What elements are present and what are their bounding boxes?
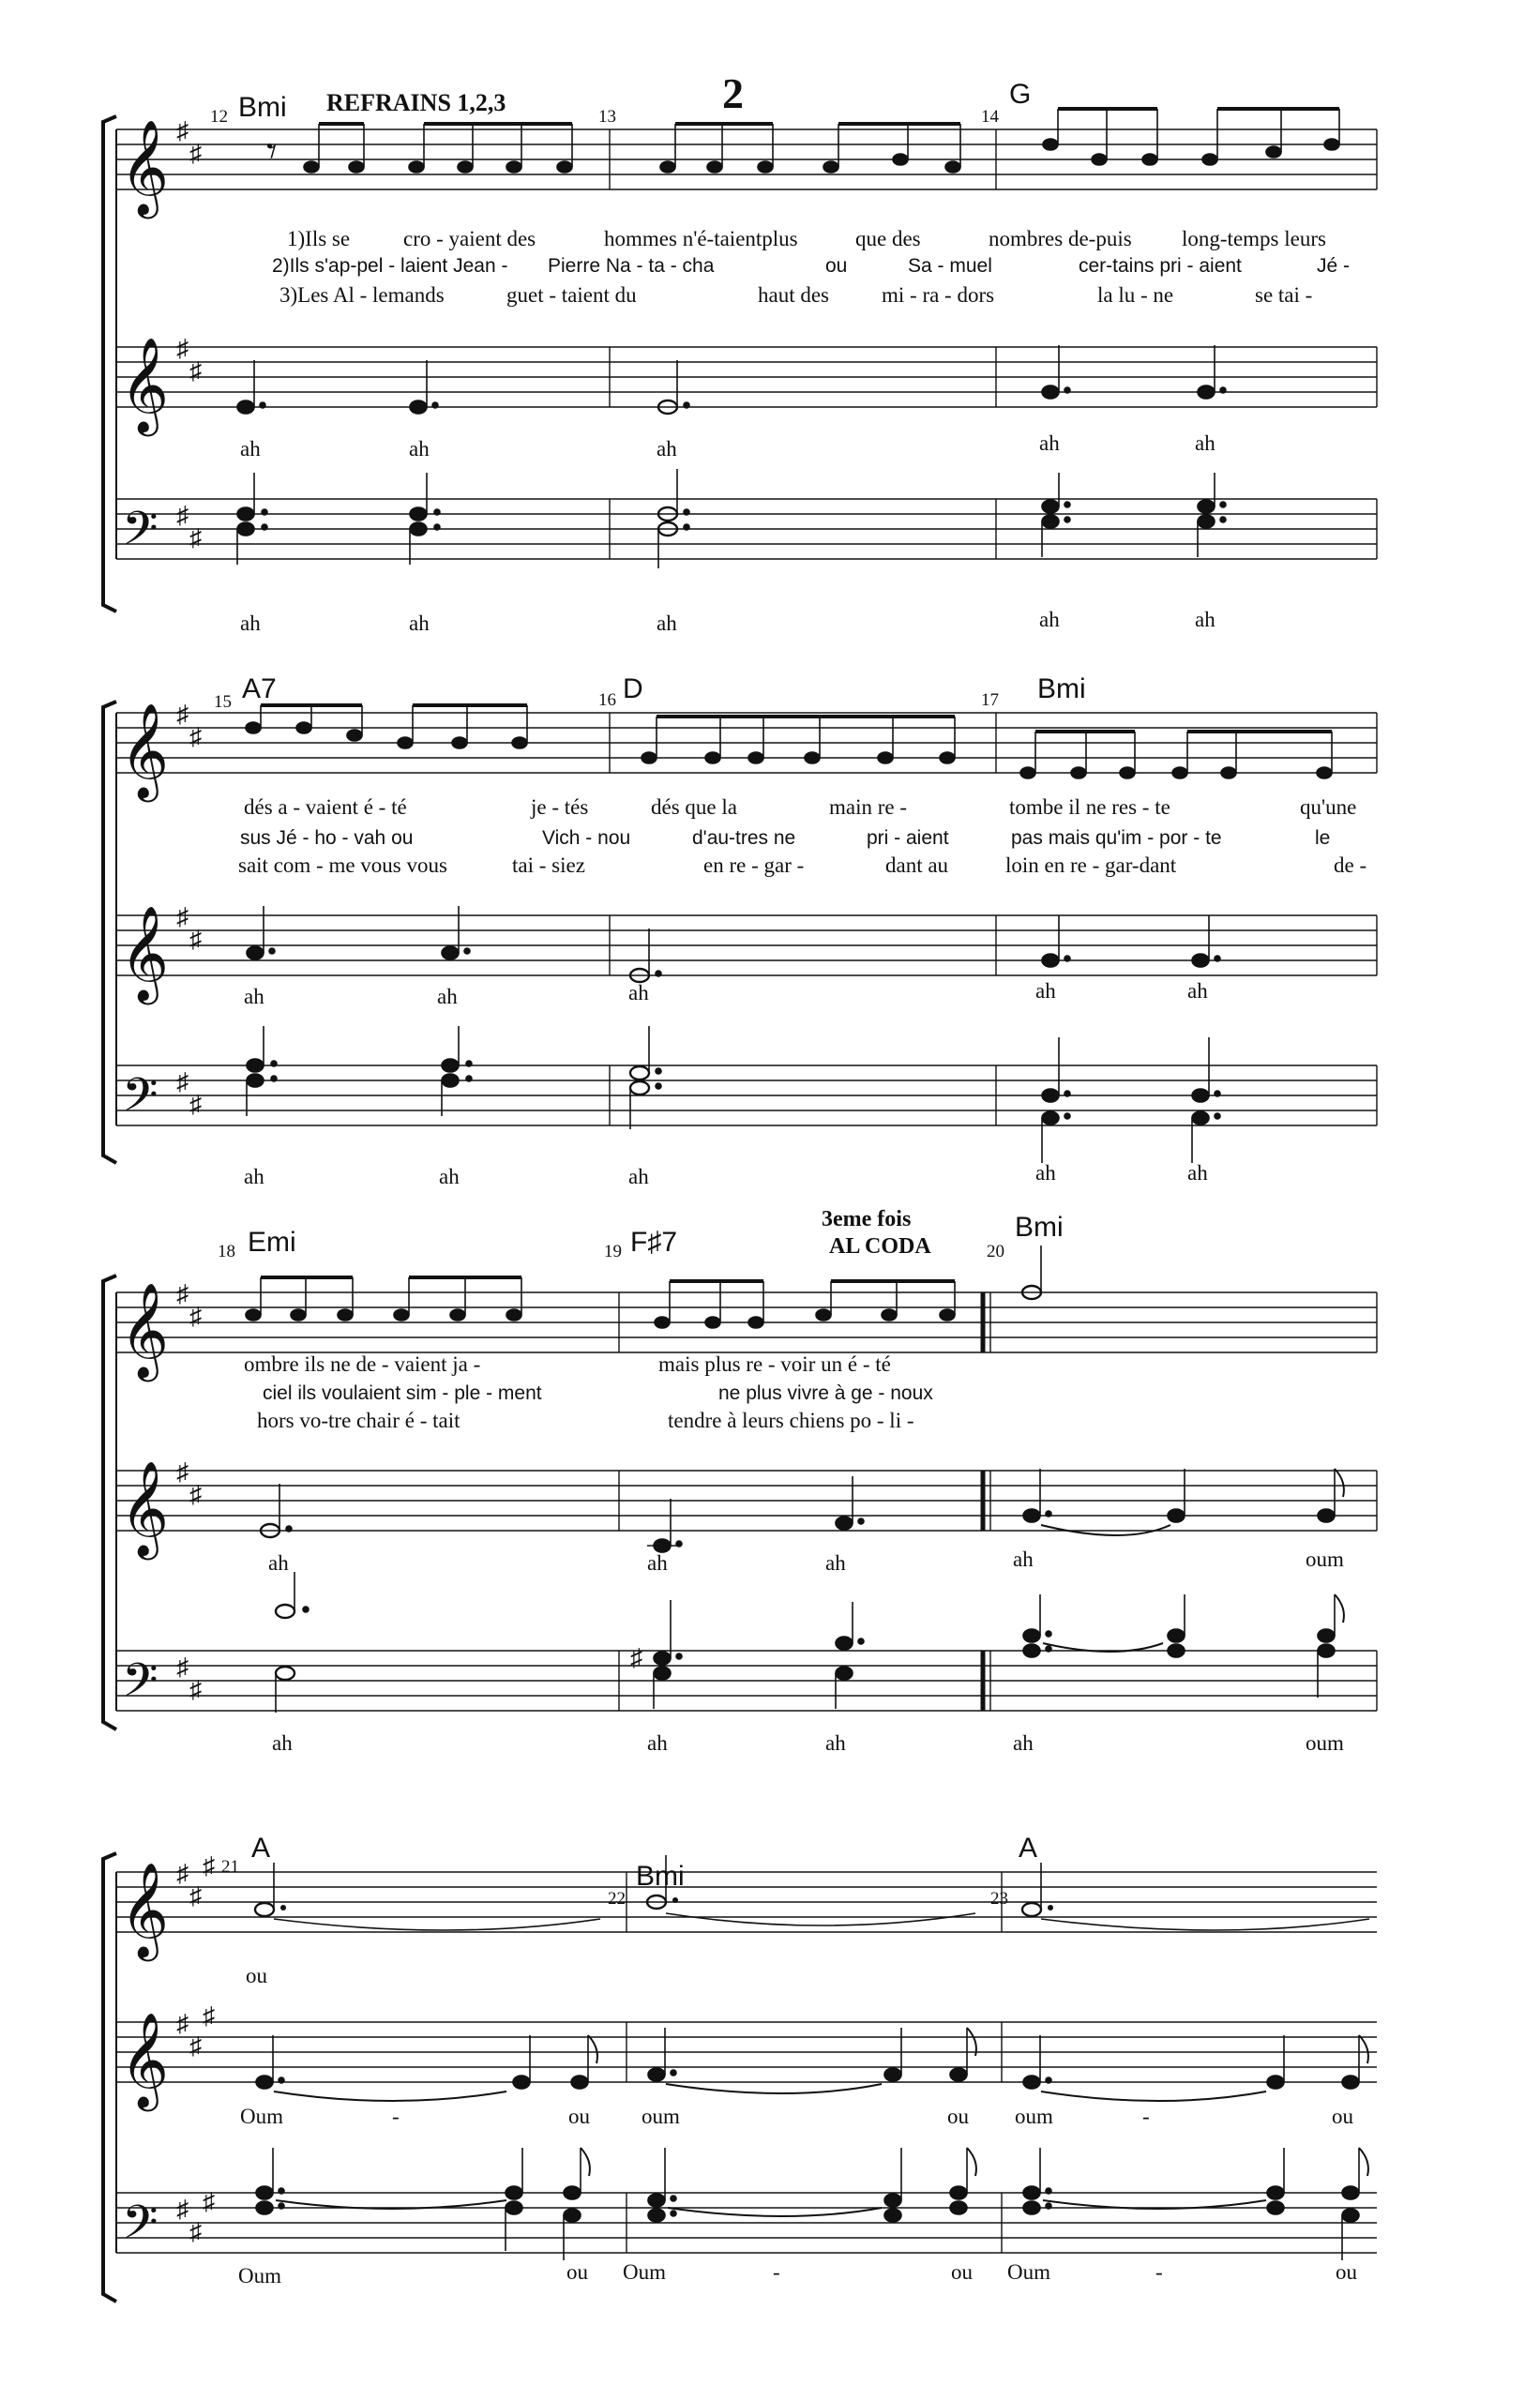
svg-text:Oum: Oum	[1007, 2260, 1050, 2284]
bar-number: 20	[987, 1242, 1004, 1261]
svg-text:ah: ah	[244, 1165, 264, 1188]
svg-text:je - tés: je - tés	[531, 795, 589, 819]
svg-text:ah: ah	[628, 981, 649, 1004]
svg-text:que des: que des	[855, 227, 921, 250]
svg-text:tendre à leurs chiens po - li: tendre à leurs chiens po - li -	[668, 1409, 914, 1432]
bass-lyrics	[240, 608, 1215, 635]
system-bracket	[103, 1276, 116, 1729]
svg-text:-: -	[1155, 2260, 1163, 2284]
svg-text:♯: ♯	[189, 1303, 202, 1330]
svg-text:main re -: main re -	[829, 795, 908, 819]
chord-symbol: Bmi	[636, 1861, 685, 1892]
svg-text:ah: ah	[1035, 979, 1056, 1003]
system-bracket	[103, 116, 116, 612]
treble-clef-icon: 𝄞	[120, 2016, 170, 2107]
svg-text:nombres de-puis: nombres de-puis	[989, 227, 1132, 250]
coda-label-2: AL CODA	[829, 1234, 931, 1259]
svg-text:ah: ah	[1013, 1548, 1034, 1571]
svg-text:Pierre Na - ta - cha: Pierre Na - ta - cha	[548, 255, 715, 277]
svg-text:ah: ah	[657, 437, 677, 461]
svg-text:ah: ah	[1187, 1161, 1208, 1185]
coda-label-1: 3eme fois	[822, 1207, 912, 1231]
svg-text:hommes n'é-taientplus: hommes n'é-taientplus	[604, 227, 798, 250]
svg-text:dant au: dant au	[885, 853, 949, 877]
svg-text:loin en re - gar-dant: loin en re - gar-dant	[1005, 853, 1177, 877]
svg-text:ciel ils voulaient sim - ple -: ciel ils voulaient sim - ple - ment	[263, 1382, 542, 1404]
svg-text:♯: ♯	[176, 701, 189, 728]
svg-text:en re - gar -: en re - gar -	[703, 853, 805, 877]
svg-text:♯: ♯	[189, 1481, 202, 1508]
bass-clef-icon: 𝄢	[122, 1070, 159, 1132]
chord-symbol: Bmi	[238, 92, 287, 123]
lyrics-verse-3	[257, 1409, 914, 1432]
alto-lyrics	[240, 431, 1215, 461]
svg-text:ah: ah	[240, 437, 261, 461]
svg-text:♯: ♯	[189, 926, 202, 953]
svg-text:cer-tains pri - aient: cer-tains pri - aient	[1079, 255, 1242, 277]
svg-text:sus Jé - ho - vah ou: sus Jé - ho - vah ou	[240, 827, 414, 849]
page-number: 2	[722, 69, 744, 117]
svg-text:ah: ah	[409, 612, 430, 635]
chord-symbol: G	[1009, 79, 1032, 110]
chord-symbol: A	[1019, 1833, 1038, 1864]
lyrics-verse-1	[287, 227, 1326, 250]
svg-text:♯: ♯	[176, 2196, 189, 2223]
treble-clef-icon: 𝄞	[120, 123, 170, 214]
bar-number: 13	[598, 107, 616, 127]
svg-text:tai - siez: tai - siez	[512, 853, 585, 877]
key-signature	[176, 117, 202, 551]
bar-number: 12	[210, 107, 228, 127]
treble-clef-icon: 𝄞	[120, 1464, 170, 1555]
alto-lyrics	[268, 1548, 1344, 1575]
svg-text:ah: ah	[1013, 1731, 1034, 1755]
svg-text:haut des: haut des	[758, 283, 830, 307]
lyrics-verse-1	[244, 1352, 891, 1376]
lyrics-verse-2	[263, 1382, 933, 1404]
svg-text:3)Les Al - lemands: 3)Les Al - lemands	[279, 283, 445, 307]
svg-text:2)Ils s'ap-pel - laient Jean -: 2)Ils s'ap-pel - laient Jean -	[272, 255, 508, 277]
svg-text:♯: ♯	[203, 2002, 215, 2030]
bass-notes	[276, 1572, 1344, 1713]
bass-notes	[256, 2148, 1368, 2260]
melody-notes	[266, 109, 1339, 174]
svg-text:ou: ou	[568, 2105, 590, 2128]
bar-number: 14	[981, 107, 999, 127]
svg-text:𝄾: 𝄾	[266, 128, 278, 174]
svg-text:♯: ♯	[176, 1458, 189, 1486]
svg-text:♯: ♯	[630, 1644, 642, 1671]
svg-text:oum: oum	[1306, 1548, 1344, 1571]
svg-text:Vich - nou: Vich - nou	[542, 827, 631, 849]
svg-text:oum: oum	[642, 2105, 680, 2128]
svg-text:♯: ♯	[176, 903, 189, 930]
header-label: REFRAINS 1,2,3	[326, 89, 506, 116]
svg-text:ou: ou	[1336, 2260, 1357, 2284]
svg-text:Oum: Oum	[238, 2264, 281, 2288]
svg-text:oum: oum	[1306, 1731, 1344, 1755]
svg-text:1)Ils se: 1)Ils se	[287, 227, 351, 250]
svg-text:ah: ah	[1035, 1161, 1056, 1185]
treble-clef-icon: 𝄞	[120, 909, 170, 1000]
svg-text:♯: ♯	[189, 524, 202, 551]
key-signature	[176, 701, 202, 1118]
bass-notes	[237, 469, 1226, 568]
svg-text:♯: ♯	[189, 1091, 202, 1118]
svg-text:hors vo-tre chair é - tait: hors vo-tre chair é - tait	[257, 1409, 460, 1432]
bar-number: 22	[608, 1889, 626, 1909]
system-bracket	[103, 1853, 116, 2302]
treble-clef-icon: 𝄞	[120, 706, 170, 797]
bar-number: 15	[214, 692, 232, 712]
chord-symbol: F♯7	[630, 1227, 678, 1258]
system-bracket	[103, 702, 116, 1163]
alto-lyrics	[240, 2105, 1354, 2128]
svg-text:mais plus re - voir un é - té: mais plus re - voir un é - té	[658, 1352, 891, 1376]
bar-number: 16	[598, 690, 616, 710]
svg-text:ah: ah	[647, 1731, 668, 1755]
svg-text:qu'une: qu'une	[1300, 795, 1357, 819]
svg-text:la lu - ne: la lu - ne	[1097, 283, 1174, 307]
svg-text:ah: ah	[240, 612, 261, 635]
svg-text:♯: ♯	[203, 1852, 215, 1880]
bar-number: 17	[981, 690, 999, 710]
svg-text:♯: ♯	[176, 1068, 189, 1095]
svg-text:le: le	[1315, 827, 1331, 849]
svg-text:♯: ♯	[189, 2218, 202, 2245]
svg-text:-: -	[773, 2260, 780, 2284]
alto-notes	[256, 2028, 1368, 2101]
bass-lyrics	[238, 2260, 1358, 2288]
svg-text:cro - yaient des: cro - yaient des	[403, 227, 536, 250]
key-signature	[176, 1852, 215, 2245]
svg-text:♯: ♯	[176, 117, 189, 144]
svg-text:♯: ♯	[176, 1860, 189, 1887]
bass-clef-icon: 𝄢	[122, 1655, 159, 1717]
bass-lyrics	[272, 1731, 1344, 1755]
svg-text:se tai -: se tai -	[1255, 283, 1313, 307]
svg-text:ah: ah	[825, 1731, 846, 1755]
bar-number: 21	[221, 1857, 239, 1877]
svg-text:ombre ils ne de - vaient ja -: ombre ils ne de - vaient ja -	[244, 1352, 481, 1376]
bar-number: 18	[218, 1242, 235, 1261]
svg-text:ah: ah	[657, 612, 677, 635]
alto-notes	[237, 345, 1226, 414]
svg-text:sait com - me vous vous: sait com - me vous vous	[238, 853, 447, 877]
chord-symbol: A	[251, 1833, 271, 1864]
system-4	[103, 1833, 1377, 2302]
svg-text:ah: ah	[437, 985, 458, 1008]
svg-text:long-temps leurs: long-temps leurs	[1182, 227, 1326, 250]
svg-text:ou: ou	[825, 255, 848, 277]
treble-clef-icon: 𝄞	[120, 1286, 170, 1377]
svg-text:ah: ah	[1039, 431, 1060, 455]
alto-notes	[247, 906, 1220, 982]
svg-text:Oum: Oum	[623, 2260, 666, 2284]
treble-clef-icon: 𝄞	[120, 1865, 170, 1956]
key-signature	[176, 1280, 202, 1703]
svg-text:oum: oum	[1015, 2105, 1053, 2128]
svg-text:Oum: Oum	[240, 2105, 283, 2128]
bass-clef-icon: 𝄢	[122, 504, 159, 566]
bass-clef-icon: 𝄢	[122, 2197, 159, 2259]
treble-clef-icon: 𝄞	[120, 340, 170, 431]
soprano-lyric: ou	[246, 1964, 267, 1987]
svg-text:ah: ah	[1195, 608, 1215, 631]
svg-text:♯: ♯	[189, 723, 202, 750]
svg-text:ah: ah	[825, 1551, 846, 1575]
svg-text:ne plus vivre à ge - noux: ne plus vivre à ge - noux	[718, 1382, 933, 1404]
chord-symbol: Bmi	[1037, 673, 1086, 704]
lyrics-verse-3	[238, 853, 1366, 877]
svg-text:♯: ♯	[189, 357, 202, 385]
svg-text:ah: ah	[409, 437, 430, 461]
svg-text:d'au-tres ne: d'au-tres ne	[692, 827, 796, 849]
system-3	[103, 1212, 1377, 1755]
svg-text:♯: ♯	[176, 1280, 189, 1307]
svg-text:ah: ah	[439, 1165, 460, 1188]
chord-symbol: Emi	[248, 1227, 296, 1258]
svg-text:tombe il ne res - te: tombe il ne res - te	[1009, 795, 1170, 819]
alto-lyrics	[244, 979, 1208, 1008]
svg-text:pas mais qu'im - por - te: pas mais qu'im - por - te	[1011, 827, 1222, 849]
lyrics-verse-2	[272, 255, 1350, 277]
bass-lyrics	[244, 1161, 1208, 1188]
svg-text:ah: ah	[1187, 979, 1208, 1003]
svg-text:♯: ♯	[189, 1676, 202, 1703]
system-2	[103, 673, 1377, 1188]
svg-text:♯: ♯	[203, 2188, 215, 2215]
svg-text:ah: ah	[1039, 608, 1060, 631]
lyrics-verse-1	[244, 795, 1356, 819]
svg-text:de -: de -	[1334, 853, 1367, 877]
svg-text:ah: ah	[272, 1731, 293, 1755]
chord-symbol: D	[623, 673, 643, 704]
lyrics-verse-3	[279, 283, 1312, 307]
bar-number: 19	[604, 1242, 622, 1261]
melody-notes	[246, 705, 1332, 778]
chord-symbol: A7	[242, 673, 277, 704]
svg-text:♯: ♯	[176, 502, 189, 529]
svg-text:ah: ah	[268, 1551, 289, 1575]
lyrics-verse-2	[240, 827, 1330, 849]
svg-text:♯: ♯	[176, 2010, 189, 2037]
svg-text:ah: ah	[244, 985, 264, 1008]
svg-text:ah: ah	[628, 1165, 649, 1188]
svg-text:dés que la: dés que la	[651, 795, 737, 819]
svg-text:-: -	[1142, 2105, 1150, 2128]
svg-text:ah: ah	[1195, 431, 1215, 455]
bar-number: 23	[990, 1889, 1008, 1909]
svg-text:guet - taient du: guet - taient du	[506, 283, 637, 307]
svg-text:ou: ou	[947, 2105, 969, 2128]
svg-text:pri - aient: pri - aient	[867, 827, 949, 849]
svg-text:♯: ♯	[176, 335, 189, 362]
svg-text:dés a - vaient é - té: dés a - vaient é - té	[244, 795, 407, 819]
system-1	[103, 79, 1377, 635]
svg-text:ou: ou	[951, 2260, 973, 2284]
svg-text:mi - ra - dors: mi - ra - dors	[882, 283, 995, 307]
svg-text:♯: ♯	[189, 140, 202, 167]
svg-text:Sa - muel: Sa - muel	[908, 255, 992, 277]
svg-text:♯: ♯	[189, 1882, 202, 1910]
svg-text:-: -	[392, 2105, 400, 2128]
svg-text:♯: ♯	[176, 1654, 189, 1681]
svg-text:♯: ♯	[189, 2032, 202, 2060]
bass-notes	[247, 1026, 1220, 1163]
svg-text:ou: ou	[1332, 2105, 1353, 2128]
svg-text:Jé -: Jé -	[1317, 255, 1351, 277]
melody-notes	[255, 1855, 1369, 1930]
svg-text:ah: ah	[647, 1551, 668, 1575]
svg-text:ou: ou	[566, 2260, 588, 2284]
chord-symbol: Bmi	[1015, 1212, 1064, 1243]
alto-notes	[261, 1469, 1344, 1552]
